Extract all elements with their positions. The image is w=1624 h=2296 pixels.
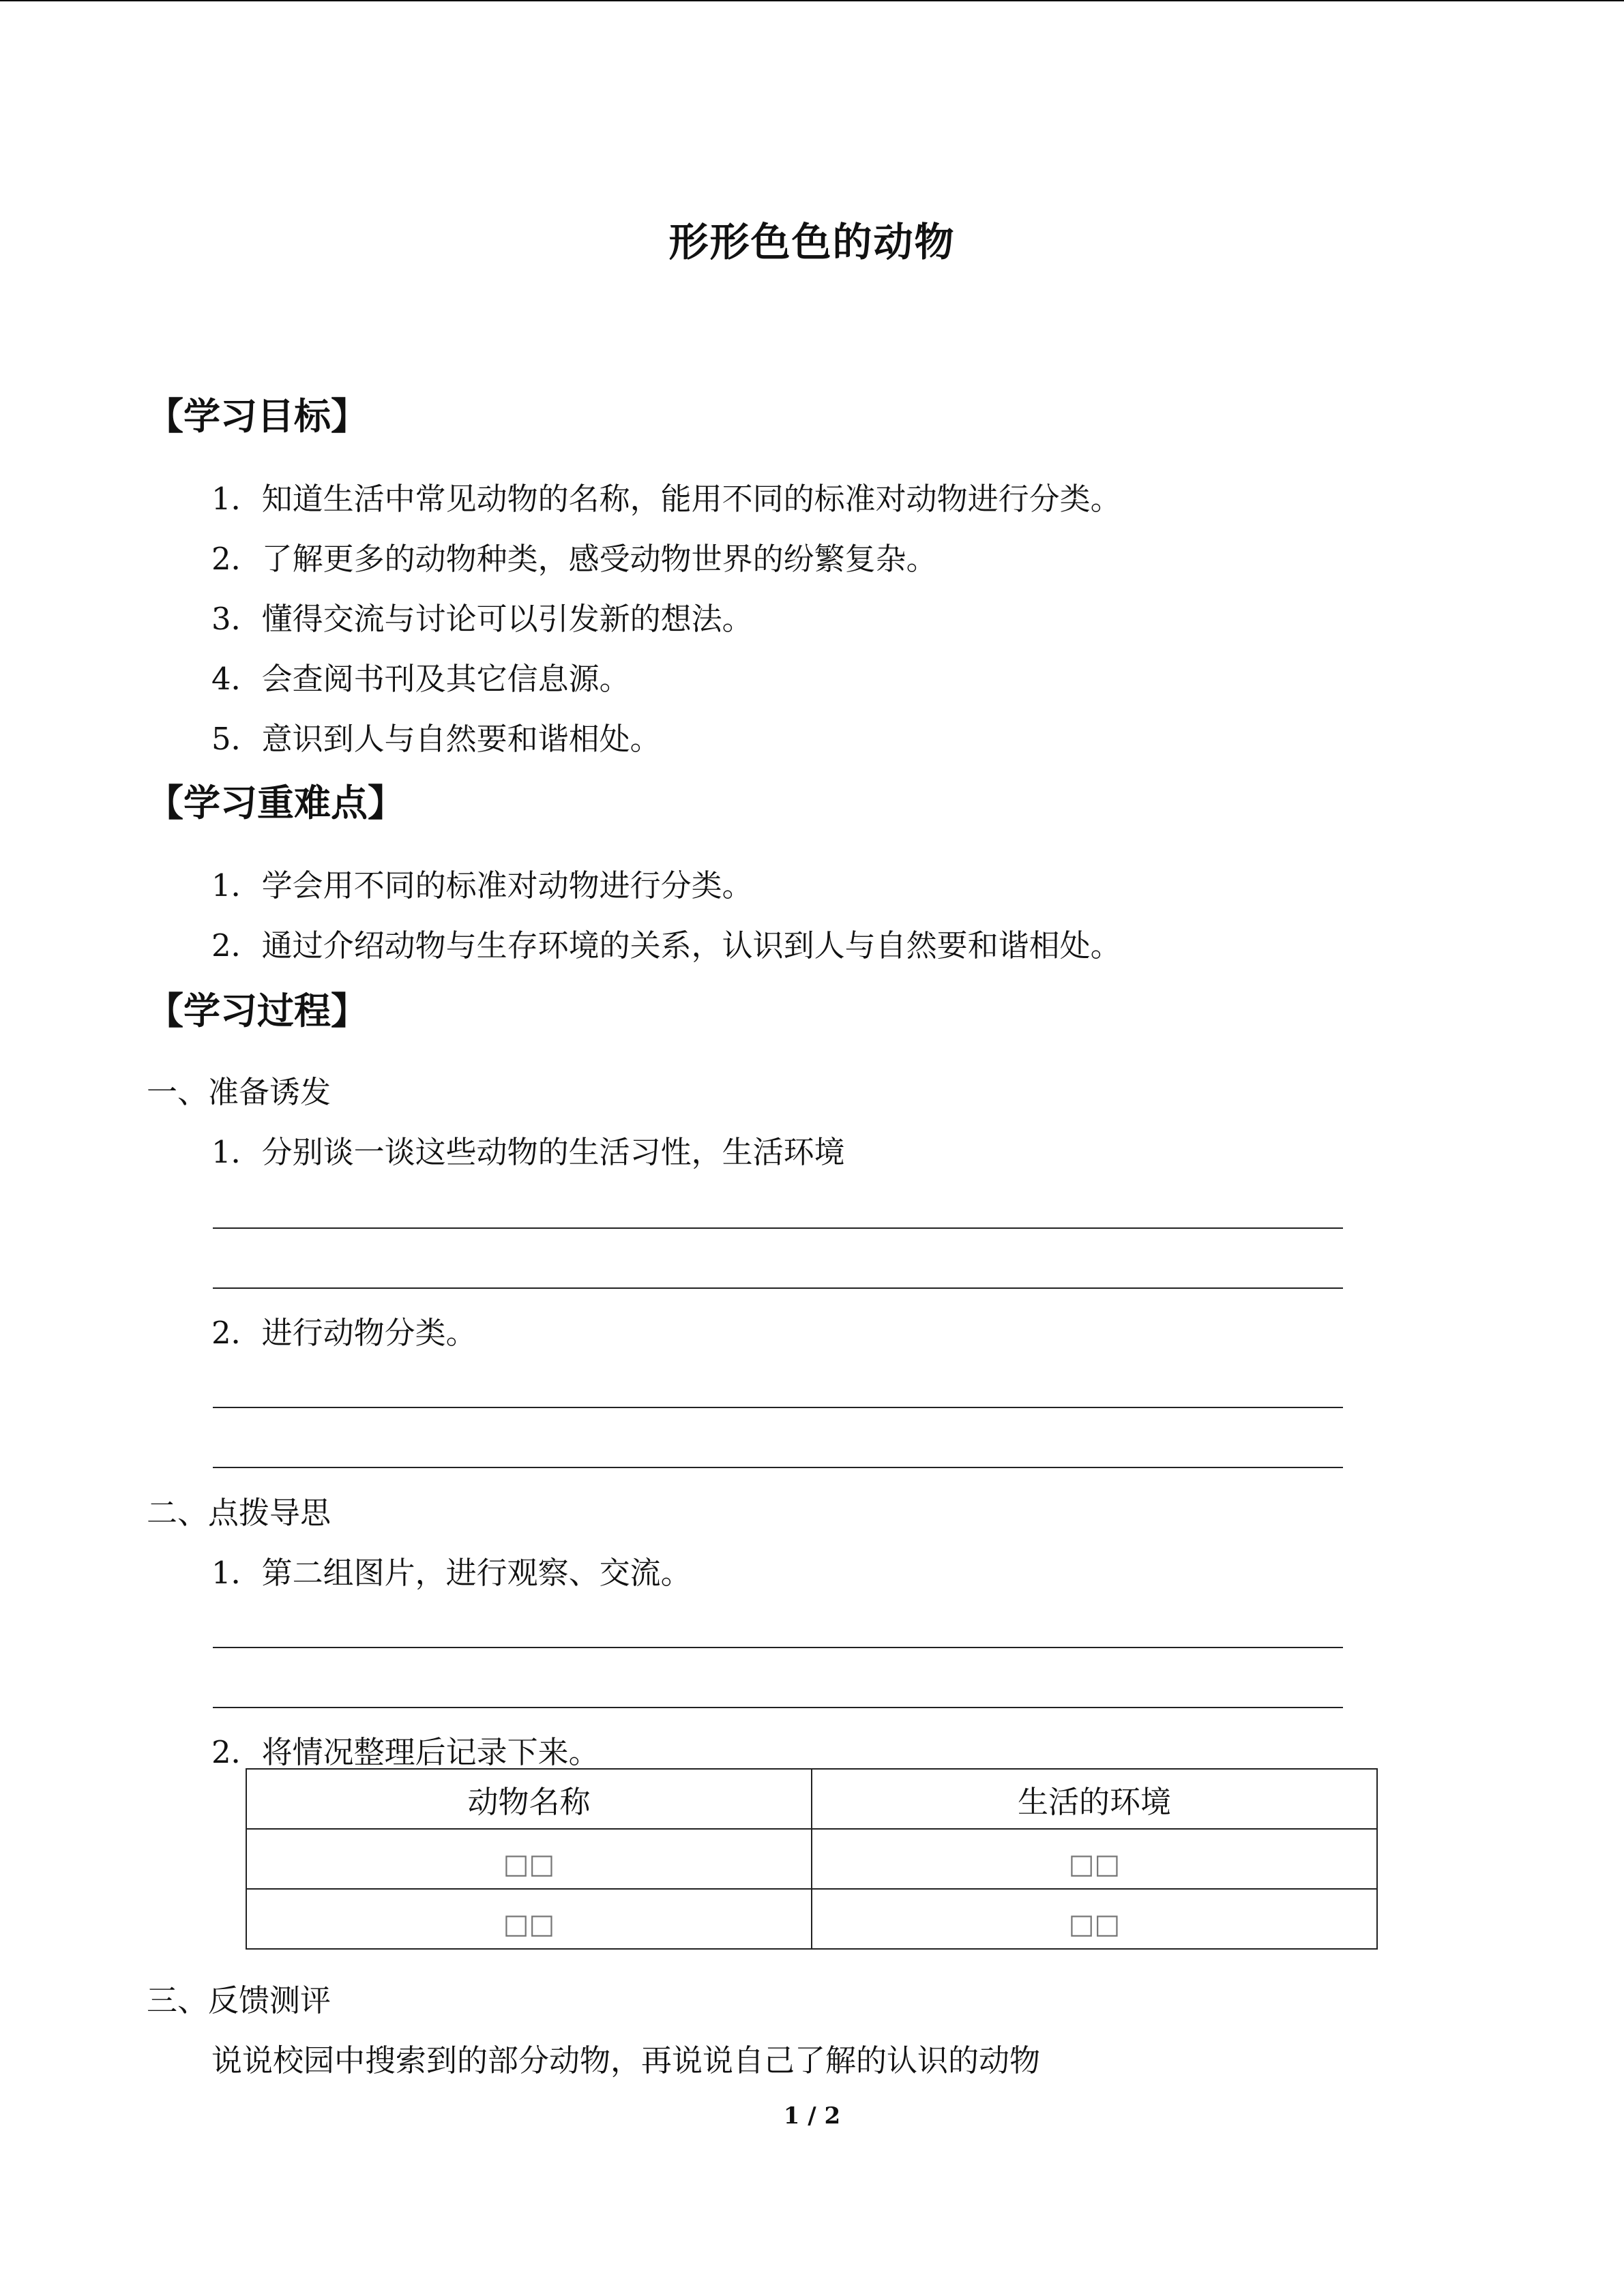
objectives-heading: 【学习目标】	[147, 395, 368, 438]
table-cell[interactable]	[812, 1889, 1377, 1949]
record-table	[246, 1768, 1378, 1950]
section-2-title: 二、点拨导思	[147, 1495, 331, 1531]
answer-line[interactable]	[213, 1407, 1343, 1408]
key-point-item: 1．学会用不同的标准对动物进行分类。	[211, 867, 753, 904]
section-1-title: 一、准备诱发	[147, 1074, 331, 1110]
objective-item: 4．会查阅书刊及其它信息源。	[211, 661, 630, 697]
objective-item: 3．懂得交流与讨论可以引发新的想法。	[211, 601, 753, 637]
page-title: 形形色色的动物	[668, 219, 956, 265]
answer-line[interactable]	[213, 1287, 1343, 1289]
answer-line[interactable]	[213, 1227, 1343, 1229]
table-header-animal-name: 动物名称	[246, 1769, 812, 1829]
page-top-border	[0, 0, 1624, 1]
table-header-environment: 生活的环境	[812, 1769, 1377, 1829]
key-points-heading: 【学习重难点】	[147, 781, 404, 824]
section-2-question-1: 1．第二组图片，进行观察、交流。	[211, 1555, 692, 1591]
section-3-title: 三、反馈测评	[147, 1982, 331, 2018]
answer-line[interactable]	[213, 1647, 1343, 1648]
placeholder-boxes: □□	[1068, 1848, 1121, 1880]
objective-item: 2．了解更多的动物种类，感受动物世界的纷繁复杂。	[211, 541, 937, 577]
placeholder-boxes: □□	[503, 1848, 555, 1880]
section-1-question-2: 2．进行动物分类。	[211, 1315, 477, 1351]
page-number: 1 / 2	[783, 2102, 841, 2130]
section-2-question-2: 2．将情况整理后记录下来。	[211, 1734, 600, 1770]
placeholder-boxes: □□	[503, 1908, 555, 1940]
placeholder-boxes: □□	[1068, 1908, 1121, 1940]
key-point-item: 2．通过介绍动物与生存环境的关系，认识到人与自然要和谐相处。	[211, 927, 1121, 964]
objective-item: 1．知道生活中常见动物的名称，能用不同的标准对动物进行分类。	[211, 481, 1121, 517]
table-cell[interactable]	[246, 1889, 812, 1949]
section-1-question-1: 1．分别谈一谈这些动物的生活习性，生活环境	[211, 1134, 845, 1170]
objective-item: 5．意识到人与自然要和谐相处。	[211, 721, 661, 757]
answer-line[interactable]	[213, 1707, 1343, 1708]
process-heading: 【学习过程】	[147, 989, 368, 1032]
answer-line[interactable]	[213, 1467, 1343, 1468]
table-header-row	[246, 1769, 1377, 1829]
table-cell[interactable]	[812, 1829, 1377, 1889]
table-row	[246, 1889, 1377, 1949]
table-cell[interactable]	[246, 1829, 812, 1889]
table-row	[246, 1829, 1377, 1889]
section-3-text: 说说校园中搜索到的部分动物，再说说自己了解的认识的动物	[211, 2042, 1041, 2078]
